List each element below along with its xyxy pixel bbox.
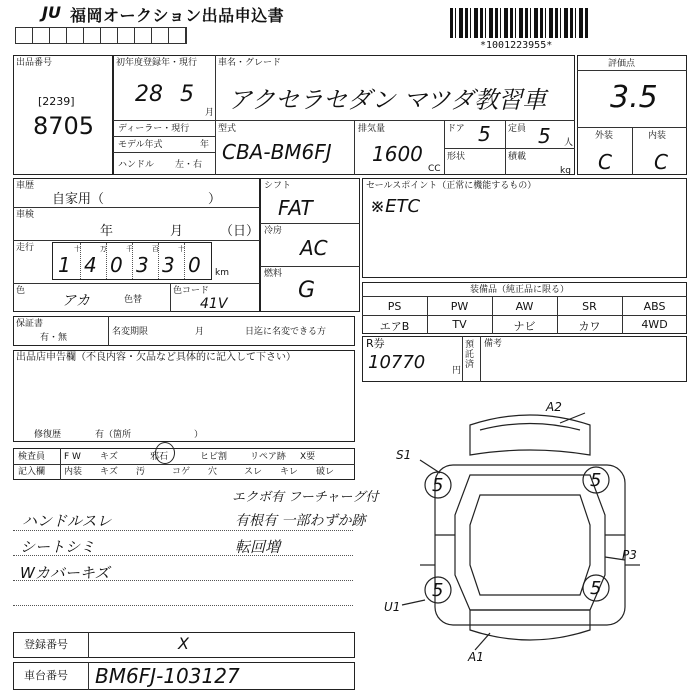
odometer-digit: 3: [162, 253, 175, 277]
type-value: CBA-BM6FJ: [222, 140, 332, 164]
inspector-item: キズ: [100, 452, 118, 462]
capacity-unit: 人: [564, 138, 574, 148]
repair-value: 有（箇所 ）: [95, 430, 204, 440]
lot-label: 出品番号: [16, 58, 53, 68]
note-left-3: Wカバーキズ: [20, 564, 110, 582]
fuel-value: G: [298, 278, 316, 303]
handle-label: ハンドル: [118, 160, 155, 170]
circle-mark: [155, 442, 175, 464]
inspector-item: 破レ: [316, 467, 335, 477]
equipment-item: PW: [450, 300, 469, 313]
reg-number-value: X: [178, 634, 189, 653]
recycle-deposit-label: 預託済: [465, 340, 475, 370]
remarks-label: 備考: [484, 339, 503, 349]
note-right-3: 転回増: [235, 538, 281, 556]
capacity-label: 定員: [508, 124, 527, 134]
color-change-label: 色替: [124, 295, 143, 305]
diagram-mark-s1: S1: [396, 448, 412, 462]
doors-label: ドア: [447, 124, 465, 134]
odometer-digit: 0: [188, 253, 201, 277]
model-year-label: モデル年式: [118, 140, 163, 150]
mileage-label: 走行: [16, 243, 35, 253]
inspector-item: リペア跡: [250, 452, 286, 462]
exterior-value: C: [598, 150, 612, 174]
recycle-unit: 円: [452, 366, 462, 376]
inspector-item: ヒビ割: [200, 452, 228, 462]
inspector-item: キレ: [280, 467, 298, 477]
diagram-mark-u1: U1: [384, 600, 401, 614]
color-label: 色: [16, 286, 26, 296]
warranty-options: 有・無: [40, 333, 68, 343]
handle-options: 左・右: [175, 160, 203, 170]
mileage-unit: km: [215, 268, 229, 278]
inspection-day: （日）: [220, 224, 260, 239]
diagram-mark-5-fl: 5: [432, 475, 444, 496]
equipment-item: ナビ: [513, 320, 536, 333]
car-diagram: [360, 395, 690, 675]
barcode-text: *1001223955*: [480, 40, 553, 51]
inspector-label-1: 検査員: [18, 452, 46, 462]
name-change-date: 日迄に名変できる方: [245, 327, 327, 337]
inspector-item: X要: [300, 452, 316, 462]
diagram-mark-5-fr: 5: [590, 470, 602, 491]
reg-month-unit: 月: [205, 108, 215, 118]
note-left-1: ハンドルスレ: [22, 512, 112, 530]
shift-label: シフト: [264, 181, 292, 191]
odometer-digit: 0: [110, 253, 123, 277]
barcode: [450, 8, 590, 38]
odometer-place-header: 千: [126, 245, 133, 253]
shape-label: 形状: [447, 152, 466, 162]
lot-code: [2239]: [38, 95, 75, 108]
usage-label: 車歴: [16, 181, 35, 191]
dealer-label: ディーラー・現行: [118, 124, 190, 134]
exterior-label: 外装: [595, 131, 614, 141]
load-label: 積載: [508, 152, 527, 162]
recycle-value: 10770: [368, 352, 426, 373]
note-left-2: シートシミ: [20, 538, 96, 556]
inspector-item: スレ: [244, 467, 263, 477]
diagram-mark-5-rr: 5: [590, 578, 602, 599]
diagram-mark-p3: P3: [622, 548, 637, 562]
note-right-1: エクボ有 フーチャーグ付: [232, 490, 379, 505]
lot-number: 8705: [33, 112, 95, 140]
capacity-value: 5: [538, 124, 551, 148]
equipment-label: 装備品（純正品に限る）: [470, 285, 570, 295]
chassis-value: BM6FJ-103127: [95, 664, 240, 688]
equipment-item: TV: [452, 318, 467, 331]
diagram-mark-a2: A2: [546, 400, 562, 414]
ju-logo: JU: [42, 3, 61, 22]
inspector-item: 穴: [208, 467, 218, 477]
chassis-label: 車台番号: [24, 669, 68, 682]
odometer-digit: 4: [84, 253, 97, 277]
equipment-item: AW: [515, 300, 534, 313]
reg-year: 28: [135, 82, 163, 107]
form-title: 福岡オークション出品申込書: [70, 6, 285, 25]
first-reg-label: 初年度登録年・現行: [116, 58, 198, 68]
reg-month: 5: [180, 82, 194, 107]
name-change-label: 名変期限: [112, 327, 149, 337]
displacement-label: 排気量: [358, 124, 386, 134]
fuel-label: 燃料: [264, 269, 283, 279]
shift-value: FAT: [278, 196, 313, 220]
inspector-item: 邪石: [150, 452, 169, 462]
recycle-label: R券: [366, 337, 385, 350]
sales-point-box: [362, 178, 687, 278]
usage-value: 自家用（ ）: [52, 192, 222, 207]
aircon-label: 冷房: [264, 226, 283, 236]
inspector-item: コゲ: [172, 467, 191, 477]
inspection-year: 年: [100, 224, 114, 239]
report-box: [13, 350, 355, 442]
warranty-label: 保証書: [16, 319, 44, 329]
sales-point-value: ※ETC: [370, 196, 421, 217]
equipment-item: ABS: [643, 300, 666, 313]
inspector-row1-head: F W: [64, 452, 81, 462]
equipment-item: エアB: [379, 320, 410, 333]
grade-label: 評価点: [608, 59, 636, 69]
inspector-item: キズ: [100, 467, 118, 477]
equipment-item: 4WD: [641, 318, 668, 331]
odometer-digit: 3: [136, 253, 149, 277]
name-change-month: 月: [195, 327, 205, 337]
repair-label: 修復歴: [34, 430, 62, 440]
inspection-label: 車検: [16, 210, 35, 220]
reg-number-label: 登録番号: [24, 638, 68, 651]
color-code-value: 41V: [200, 296, 228, 312]
inspection-month: 月: [170, 224, 184, 239]
aircon-value: AC: [300, 236, 328, 260]
odometer-place-header: 十: [74, 245, 81, 253]
displacement-unit: CC: [428, 164, 441, 174]
equipment-item: SR: [582, 300, 597, 313]
equipment-item: PS: [387, 300, 402, 313]
type-label: 型式: [218, 124, 237, 134]
interior-value: C: [654, 150, 668, 174]
inspector-item: 汚: [136, 467, 146, 477]
odometer-place-header: 十: [178, 245, 185, 253]
load-unit: kg: [560, 166, 571, 176]
doors-value: 5: [478, 122, 491, 146]
grade-score: 3.5: [610, 80, 658, 115]
displacement-value: 1600: [372, 142, 423, 166]
checkbox-strip: [15, 27, 187, 44]
car-name-label: 車名・グレード: [218, 58, 282, 68]
color-code-label: 色コード: [173, 286, 210, 296]
car-name-value: アクセラセダン マツダ教習車: [228, 86, 547, 114]
odometer-place-header: 万: [100, 245, 107, 253]
diagram-mark-5-rl: 5: [432, 580, 444, 601]
inspector-label-2: 記入欄: [18, 467, 46, 477]
sales-point-label: セールスポイント（正常に機能するもの）: [366, 181, 537, 191]
model-year-unit: 年: [200, 140, 210, 150]
note-right-2: 有根有 一部わずか跡: [235, 513, 366, 529]
inspector-row2-head: 内装: [64, 467, 83, 477]
color-value: アカ: [62, 293, 90, 309]
report-label: 出品店申告欄（不良内容・欠品など具体的に記入して下さい）: [16, 352, 296, 363]
interior-label: 内装: [648, 131, 667, 141]
equipment-item: カワ: [578, 320, 601, 333]
odometer-digit: 1: [58, 253, 71, 277]
diagram-mark-a1: A1: [468, 650, 484, 664]
odometer-place-header: 百: [152, 245, 159, 253]
